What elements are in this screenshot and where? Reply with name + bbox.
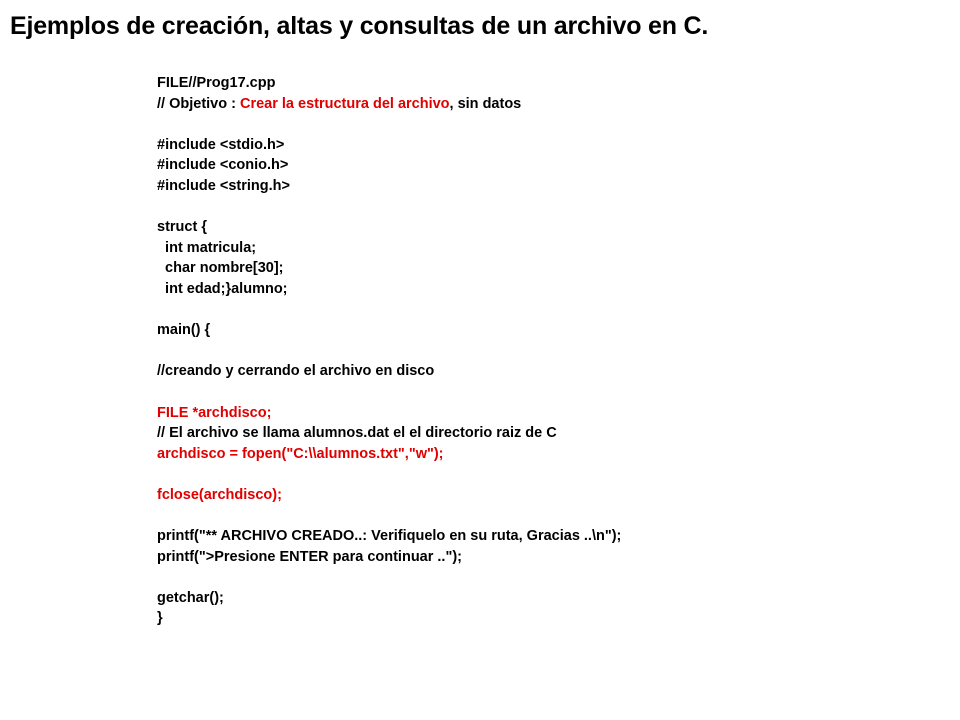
code-line: [157, 485, 621, 506]
code-line: [157, 361, 621, 382]
code-line: [157, 547, 621, 568]
code-text: printf(">Presione ENTER para continuar ..");: [157, 548, 462, 565]
code-text: }: [157, 610, 163, 627]
code-line: [157, 73, 621, 94]
code-line: [157, 320, 621, 341]
code-line: [157, 176, 621, 197]
blank-line: [157, 300, 621, 321]
code-line: [157, 403, 621, 424]
code-text: struct {: [157, 219, 207, 236]
code-line: [157, 238, 621, 259]
code-text: int edad;}alumno;: [157, 280, 288, 297]
code-text: #include <stdio.h>: [157, 136, 285, 153]
blank-line: [157, 114, 621, 135]
code-line: [157, 135, 621, 156]
code-highlight: Crear la estructura del archivo: [239, 95, 450, 112]
blank-line: [157, 382, 621, 403]
code-highlight: FILE *archdisco;: [157, 404, 272, 421]
code-highlight: fclose(archdisco);: [157, 486, 282, 503]
code-text: // Objetivo :: [157, 95, 240, 112]
code-listing: [157, 73, 621, 629]
code-line: [157, 155, 621, 176]
code-line: [157, 526, 621, 547]
code-line: [157, 279, 621, 300]
code-line: [157, 94, 621, 115]
code-line: [157, 608, 621, 629]
code-text: //creando y cerrando el archivo en disco: [157, 363, 435, 380]
blank-line: [157, 505, 621, 526]
code-line: [157, 423, 621, 444]
code-text: #include <string.h>: [157, 177, 290, 194]
code-text: , sin datos: [449, 95, 522, 112]
code-text: int matricula;: [157, 239, 257, 256]
code-line: [157, 588, 621, 609]
blank-line: [157, 341, 621, 362]
code-text: main() {: [157, 322, 211, 339]
code-text: getchar();: [157, 589, 224, 606]
code-text: printf("** ARCHIVO CREADO..: Verifiquelo en su ruta, Gracias ..\n");: [157, 528, 622, 545]
code-text: char nombre[30];: [157, 260, 284, 277]
blank-line: [157, 197, 621, 218]
code-line: [157, 258, 621, 279]
code-text: #include <conio.h>: [157, 157, 289, 174]
code-text: // El archivo se llama alumnos.dat el el directorio raiz de C: [157, 425, 557, 442]
code-line: [157, 217, 621, 238]
code-highlight: archdisco = fopen("C:\\alumnos.txt","w");: [157, 445, 444, 462]
slide-title: Ejemplos de creación, altas y consultas de un archivo en C.: [10, 12, 709, 40]
code-line: [157, 444, 621, 465]
code-text: FILE//Prog17.cpp: [157, 75, 276, 91]
blank-line: [157, 464, 621, 485]
blank-line: [157, 567, 621, 588]
